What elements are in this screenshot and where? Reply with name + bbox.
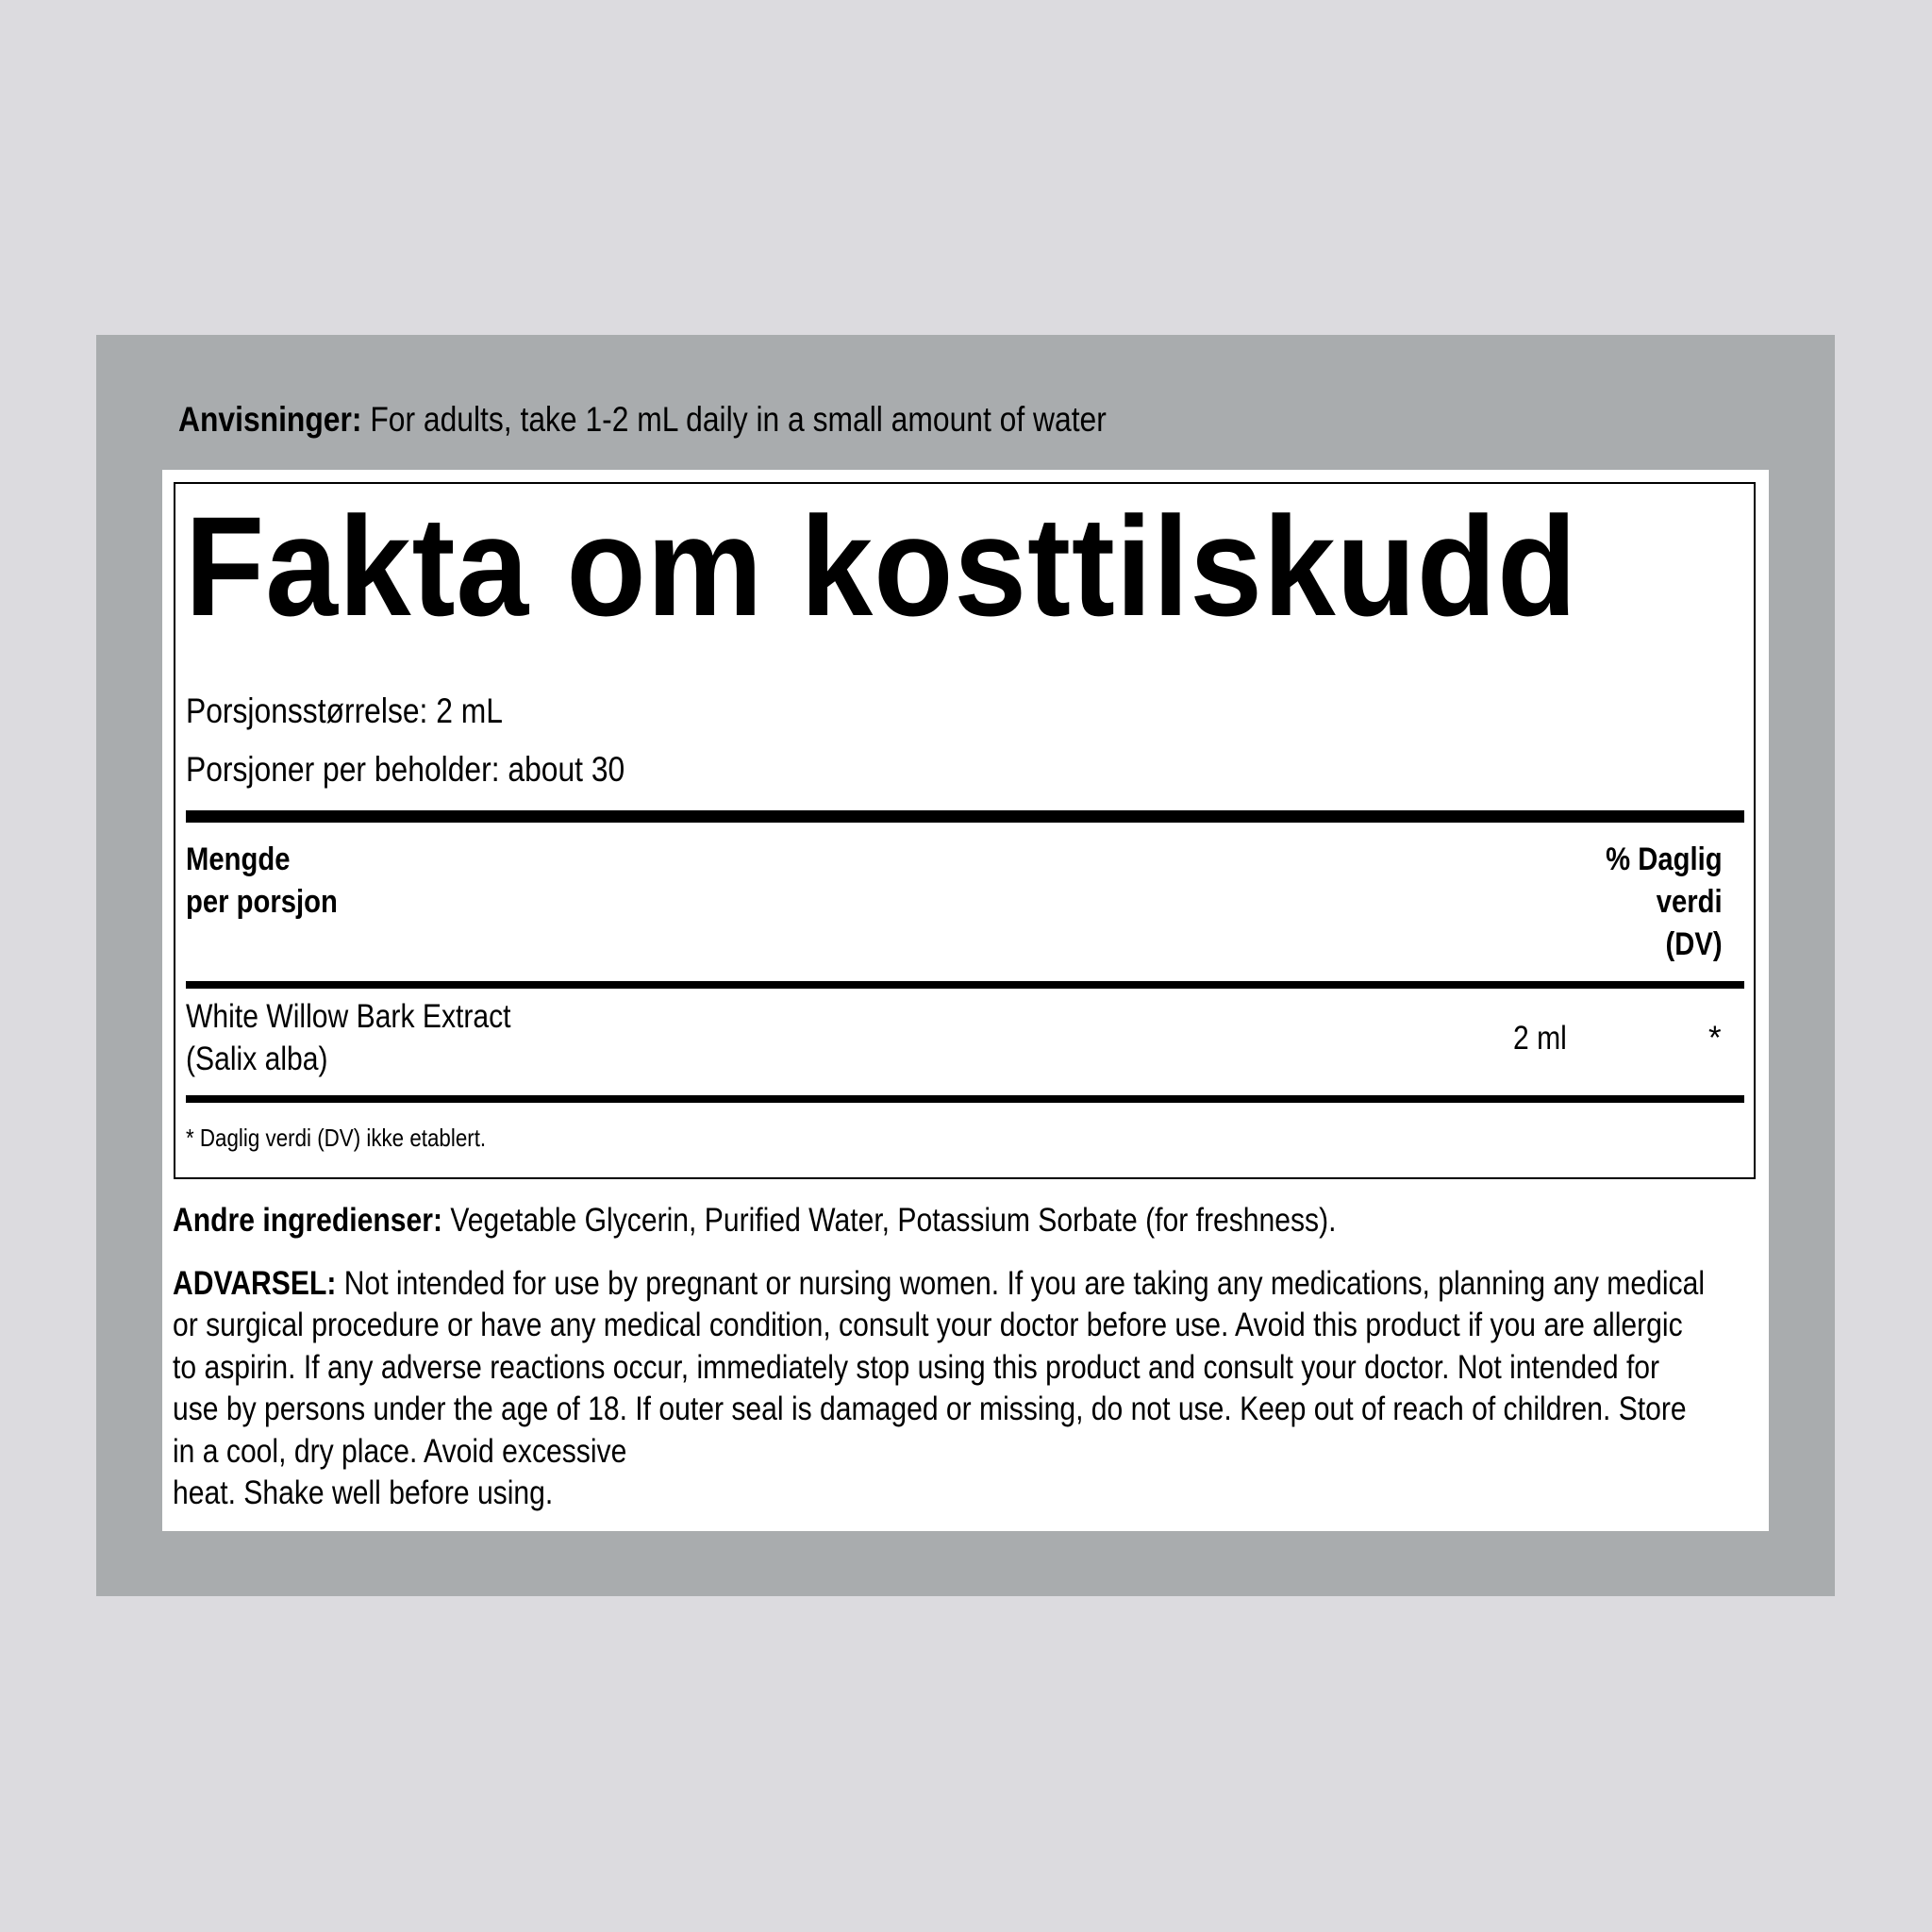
daily-value-footnote: * Daglig verdi (DV) ikke etablert. <box>186 1124 487 1152</box>
warning-line: use by persons under the age of 18. If outer seal is damaged or missing, do not use. Keep out of reach of children. Store <box>173 1391 1687 1428</box>
warning-label: ADVARSEL: <box>173 1265 337 1302</box>
warning-text: Not intended for use by pregnant or nursing women. If you are taking any medications, planning any medical <box>336 1265 1706 1302</box>
medium-divider <box>186 981 1744 989</box>
serving-size: Porsjonsstørrelse: 2 mL <box>186 691 503 730</box>
servings-per-container: Porsjoner per beholder: about 30 <box>186 750 625 789</box>
amount-per-serving-header <box>186 839 338 924</box>
other-ingredients <box>173 1198 1336 1243</box>
header-right-line: verdi <box>1657 884 1723 920</box>
warning-line: to aspirin. If any adverse reactions occur, immediately stop using this product and consult your doctor. Not intended for <box>173 1348 1660 1386</box>
other-ingredients-text: Vegetable Glycerin, Purified Water, Potassium Sorbate (for freshness). <box>442 1202 1337 1239</box>
other-ingredients-label: Andre ingredienser: <box>173 1202 443 1239</box>
ingredient-daily-value: * <box>1708 1020 1722 1057</box>
medium-divider <box>186 1095 1744 1103</box>
ingredient-name-line: (Salix alba) <box>186 1041 328 1077</box>
daily-value-header <box>1607 839 1723 966</box>
directions-label: Anvisninger: <box>178 400 362 439</box>
header-left-line: Mengde <box>186 841 291 877</box>
ingredient-name-line: White Willow Bark Extract <box>186 998 511 1035</box>
facts-title: Fakta om kosttilskudd <box>185 487 1578 645</box>
directions-line <box>178 397 1107 442</box>
warning-block <box>173 1263 1730 1514</box>
ingredient-amount: 2 ml <box>1513 1020 1567 1057</box>
header-right-line: % Daglig <box>1606 841 1723 877</box>
header-right-line: (DV) <box>1665 926 1723 962</box>
ingredient-name <box>186 995 511 1080</box>
warning-line: heat. Shake well before using. <box>173 1474 554 1512</box>
warning-line <box>173 1263 1730 1305</box>
directions-text: For adults, take 1-2 mL daily in a small amount of water <box>361 400 1107 439</box>
warning-line: or surgical procedure or have any medical condition, consult your doctor before use. Avoid this product if you are allergic <box>173 1307 1683 1344</box>
thick-divider <box>186 810 1744 823</box>
header-left-line: per porsjon <box>186 884 338 920</box>
warning-line: in a cool, dry place. Avoid excessive <box>173 1432 627 1470</box>
